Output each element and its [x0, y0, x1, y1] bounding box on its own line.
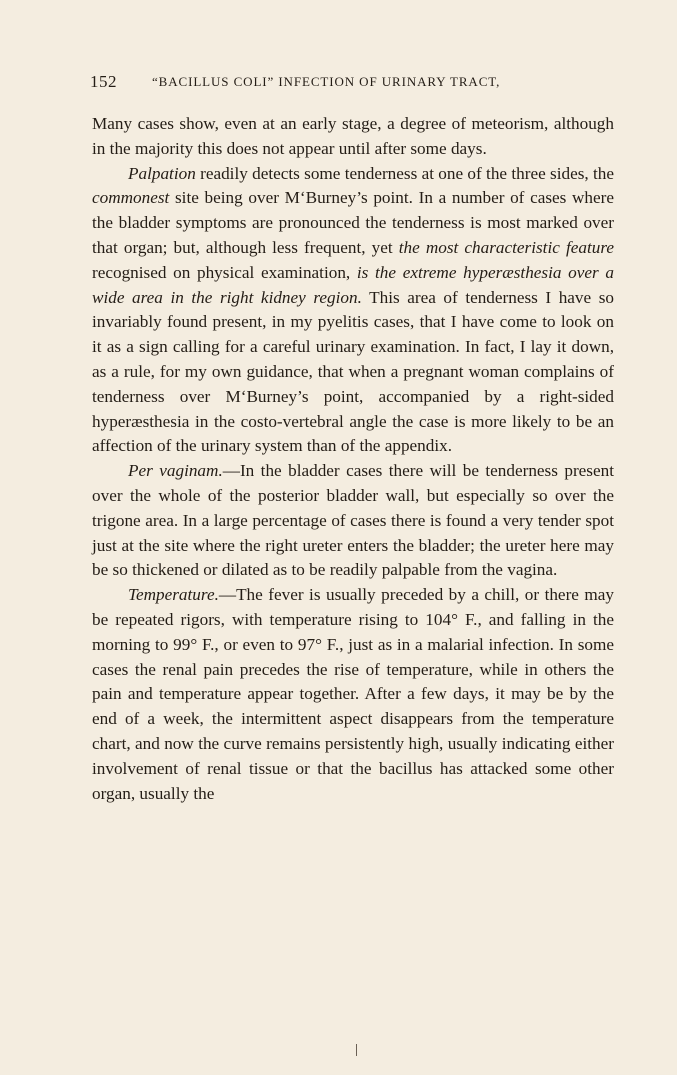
paragraph-temperature [92, 583, 614, 806]
text-run: This area of tenderness I have so invariably found present, in my pyelitis cases, that I have come to look on it as a sign calling for a careful urinary examination. In fact, I lay it down, as a rule, for my own guidance, that when a pregnant woman complains of tenderness over M‘Burney’s point, accompanied by a right-sided hyperæsthesia in the costo-vertebral angle the case is more likely to be an affection of the urinary system than of the appendix. [92, 287, 614, 456]
text-run: site being over M‘Burney’s point. In a number of cases where the bladder symptoms are pronounced the tenderness is most marked over that organ; but, although less frequent, yet [92, 188, 614, 257]
running-header [90, 72, 610, 94]
running-title: “BACILLUS COLI” INFECTION OF URINARY TRACT, [152, 74, 501, 89]
text-run: —The fever is usually preceded by a chill, or there may be repeated rigors, with temperature rising to 104° F., and falling in the morning to 99° F., or even to 97° F., just as in a malarial infection. In some cases the renal pain precedes the rise of temperature, while in others the pain and temperature appear together. After a few days, it may be by the end of a week, the intermittent aspect disappears from the temperature chart, and now the curve remains persistently high, usually indicating either involvement of renal tissue or that the bacillus has attacked some other organ, usually the [92, 585, 614, 803]
text-run: Many cases show, even at an early stage, a degree of meteorism, although in the majority this does not appear until after some days. [92, 114, 614, 158]
body-text [92, 112, 614, 806]
text-run: recognised on physical examination, [92, 262, 357, 282]
paragraph-palpation [92, 162, 614, 460]
paragraph-meteorism [92, 112, 614, 162]
text-run: readily detects some tenderness at one of the three sides, the [195, 163, 614, 183]
text-run-italic: commonest [92, 188, 170, 208]
text-run: —In the bladder cases there will be tenderness present over the whole of the posterior bladder wall, but especially so over the trigone area. In a large percentage of cases there is found a very tender spot just at the site where the right ureter enters the bladder; the ureter here may be so thickened or dilated as to be readily palpable from the vagina. [92, 461, 614, 580]
text-run-italic: the most characteristic feature [398, 237, 614, 257]
printer-mark [356, 1044, 357, 1056]
text-run-italic: is the extreme hyperæsthesia over a wide area in the right kidney region. [92, 262, 614, 307]
paragraph-per-vaginam [92, 459, 614, 583]
text-run-italic: Temperature. [128, 585, 219, 605]
text-run-italic: Per vaginam. [128, 461, 223, 481]
page-number: 152 [90, 72, 117, 91]
text-run-italic: Palpation [128, 163, 196, 183]
